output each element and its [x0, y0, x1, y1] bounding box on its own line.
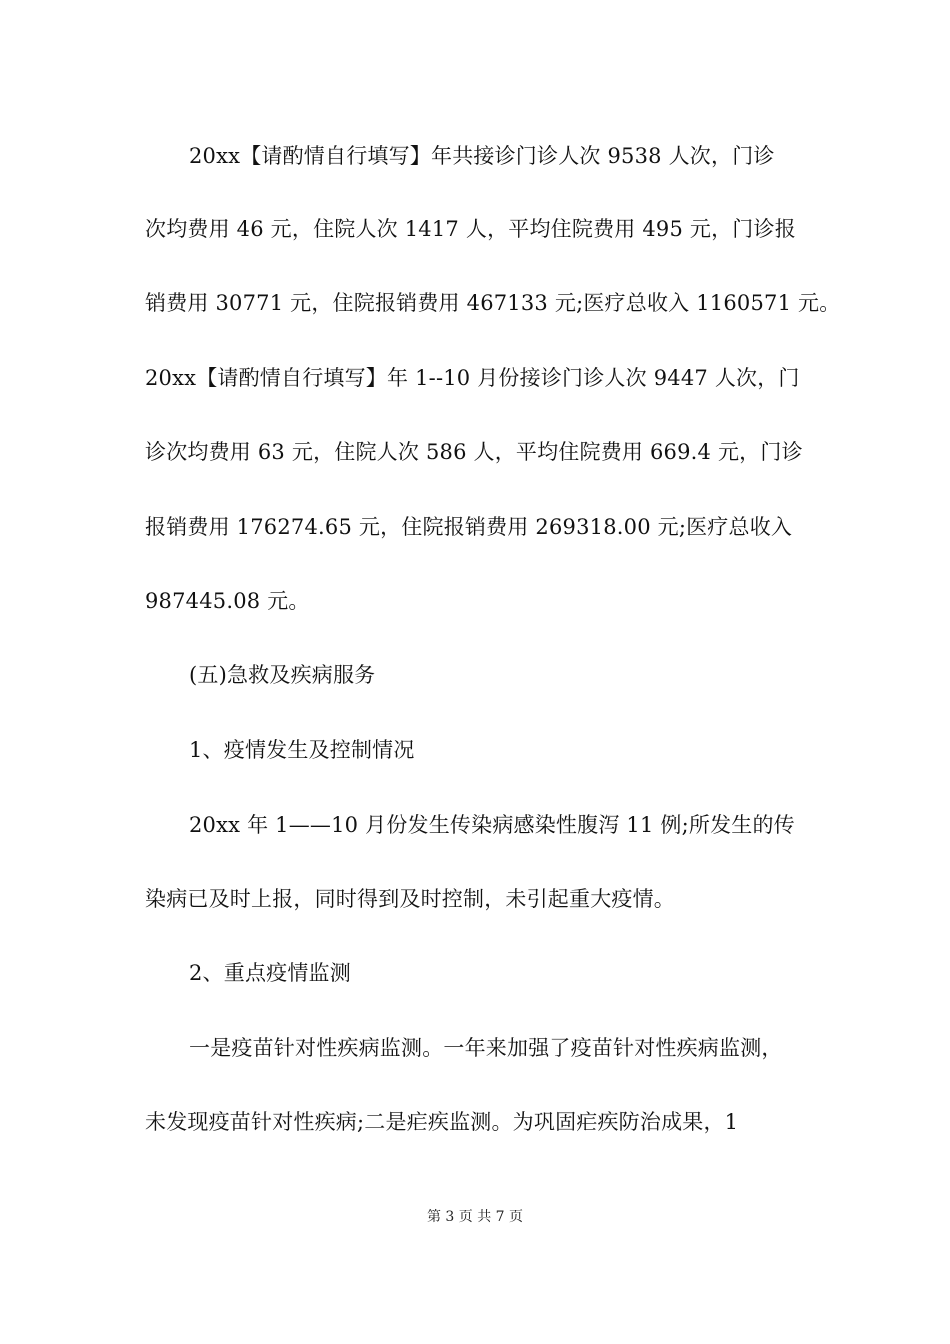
paragraph-line-4: 20xx【请酌情自行填写】年 1--10 月份接诊门诊人次 9447 人次，门	[145, 366, 800, 390]
paragraph-line-11: 未发现疫苗针对性疾病;二是疟疾监测。为巩固疟疾防治成果，1	[145, 1110, 739, 1134]
paragraph-line-6: 报销费用 176274.65 元，住院报销费用 269318.00 元;医疗总收入	[145, 515, 793, 539]
page-number-footer: 第 3 页 共 7 页	[426, 1209, 524, 1225]
paragraph-line-2: 次均费用 46 元，住院人次 1417 人，平均住院费用 495 元，门诊报	[145, 217, 796, 241]
paragraph-line-1: 20xx【请酌情自行填写】年共接诊门诊人次 9538 人次，门诊	[189, 144, 775, 168]
paragraph-line-9: 染病已及时上报，同时得到及时控制，未引起重大疫情。	[145, 887, 675, 911]
section-heading-emergency: (五)急救及疾病服务	[189, 663, 376, 687]
paragraph-line-5: 诊次均费用 63 元，住院人次 586 人，平均住院费用 669.4 元，门诊	[145, 440, 803, 464]
paragraph-line-7: 987445.08 元。	[145, 589, 310, 613]
paragraph-line-8: 20xx 年 1——10 月份发生传染病感染性腹泻 11 例;所发生的传	[189, 813, 795, 837]
subheading-key-monitoring: 2、重点疫情监测	[189, 961, 351, 985]
subheading-epidemic-control: 1、疫情发生及控制情况	[189, 738, 415, 762]
paragraph-line-10: 一是疫苗针对性疾病监测。一年来加强了疫苗针对性疾病监测，	[189, 1036, 783, 1060]
paragraph-line-3: 销费用 30771 元，住院报销费用 467133 元;医疗总收入 1160571 元。	[145, 291, 841, 315]
